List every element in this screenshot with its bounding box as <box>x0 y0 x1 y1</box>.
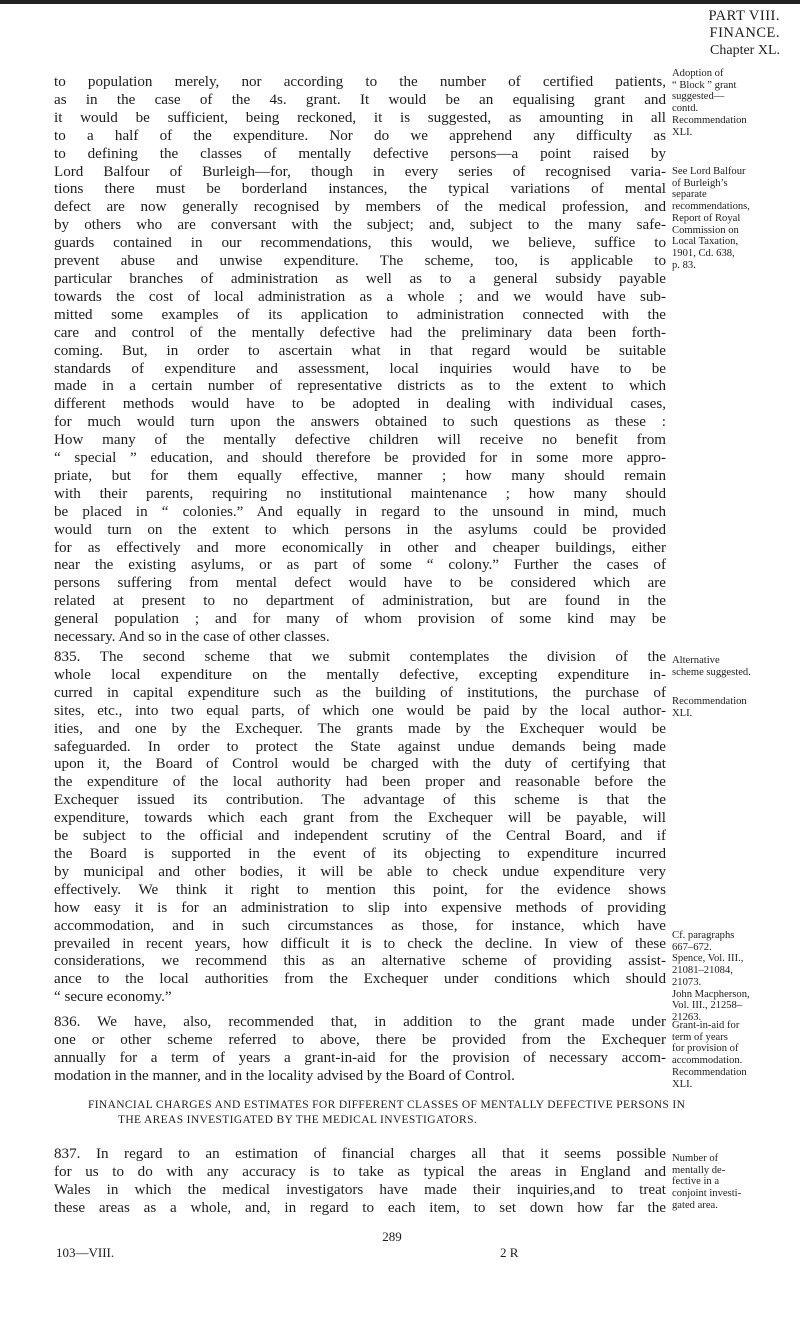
text-line: How many of the mentally defective children will receive no benefit from <box>54 432 666 449</box>
text-line: to a half of the expenditure. Nor do we apprehend any difficulty as <box>54 127 666 144</box>
margin-note-line: recommendations, <box>672 201 750 213</box>
margin-note-line: fective in a <box>672 1176 720 1188</box>
margin-note-grant-in-aid <box>672 1020 800 1090</box>
footer-signature-right: 2 R <box>500 1245 519 1260</box>
text-line: coming. But, in order to ascertain what in that regard would be suitable <box>54 342 666 359</box>
margin-note-line: John Macpherson, <box>672 988 750 1000</box>
margin-note-line: XLI. <box>672 126 693 138</box>
text-line: prevent abuse and unwise expenditure. The scheme, too, is applicable to <box>54 253 666 270</box>
section-caption: FINANCIAL CHARGES AND ESTIMATES FOR DIFFERENT CLASSES OF MENTALLY DEFECTIVE PERSONS IN THE AREAS INVESTIGATED BY THE MEDICAL INVESTIGATORS. <box>88 1099 686 1126</box>
text-line: for much would turn upon the answers obtained to such questions as these : <box>54 414 666 431</box>
text-line: sites, etc., into two equal parts, of which one would be paid by the local author- <box>54 702 666 719</box>
text-line: 837. In regard to an estimation of financial charges all that it seems possible <box>54 1146 666 1162</box>
margin-note-line: scheme suggested. <box>672 666 751 678</box>
margin-note-line: conjoint investi- <box>672 1188 742 1200</box>
chapter-heading: Chapter XL. <box>710 43 780 58</box>
margin-note-line: Vol. III., 21258– <box>672 1000 743 1012</box>
text-line: 835. The second scheme that we submit contemplates the division of the <box>54 649 666 665</box>
margin-note-alternative-scheme <box>672 655 800 678</box>
text-line: standards of expenditure and assessment, local inquiries would have to be <box>54 360 666 377</box>
margin-note-line: Recommendation <box>672 114 747 126</box>
text-line: annually for a term of years a grant-in-aid for the provision of necessary accom- <box>54 1049 666 1066</box>
margin-note-line: suggested— <box>672 91 725 103</box>
text-line: curred in capital expenditure such as the building of institutions, the purchase of <box>54 684 666 701</box>
margin-note-line: Alternative <box>672 655 720 666</box>
margin-note-line: mentally de- <box>672 1164 726 1176</box>
text-line: general population ; and for many of whom provision of some kind may be <box>54 611 666 628</box>
text-line: expenditure, towards which each grant from the Exchequer will be payable, will <box>54 810 666 827</box>
text-line: “ secure economy.” <box>54 989 172 1006</box>
text-line: with their parents, requiring no institutional maintenance ; how many should <box>54 485 666 502</box>
text-line: considerations, we recommend this as an alternative scheme of providing assist- <box>54 953 666 970</box>
text-line: different methods would have to be adopted in dealing with individual cases, <box>54 396 666 413</box>
paragraph-835 <box>54 649 666 1007</box>
margin-note-line: 21081–21084, <box>672 965 733 977</box>
text-line: Lord Balfour of Burleigh—for, though in every series of recognised varia- <box>54 163 666 180</box>
text-line: by municipal and other bodies, it will be able to check undue expenditure very <box>54 863 666 880</box>
margin-note-line: Adoption of <box>672 68 724 79</box>
text-line: ities, and one by the Exchequer. The grants made by the Exchequer would be <box>54 720 666 737</box>
footer-signature-left: 103—VIII. <box>56 1245 115 1260</box>
margin-note-line: Report of Royal <box>672 212 741 224</box>
margin-note-line: accommodation. <box>672 1055 743 1067</box>
text-line: be placed in “ colonies.” And equally in regard to the unsound in mind, much <box>54 503 666 520</box>
text-line: related at present to no department of administration, but are found in the <box>54 593 666 610</box>
margin-note-line: for provision of <box>672 1043 739 1055</box>
margin-note-line: p. 83. <box>672 259 696 271</box>
text-line: near the existing asylums, or as part of some “ colony.” Further the cases of <box>54 557 666 574</box>
text-line: modation in the manner, and in the locality advised by the Board of Control. <box>54 1067 515 1084</box>
margin-note-recommendation <box>672 696 800 719</box>
margin-note-line: term of years <box>672 1031 728 1043</box>
section-heading: FINANCE. <box>709 25 780 41</box>
margin-note-line: Number of <box>672 1153 719 1164</box>
page-top-rule <box>0 0 800 4</box>
text-line: to population merely, nor according to the number of certified patients, <box>54 74 666 90</box>
text-line: the expenditure of the local authority had been proper and reasonable before the <box>54 774 666 791</box>
margin-note-line: Local Taxation, <box>672 236 739 248</box>
text-line: as in the case of the 4s. grant. It would be an equalising grant and <box>54 91 666 108</box>
text-line: prevailed in recent years, how difficult it is to check the decline. In view of these <box>54 935 666 952</box>
text-line: “ special ” education, and should therefore be provided for in some more appro- <box>54 450 666 467</box>
text-line: particular branches of administration as well as to a general subsidy payable <box>54 270 666 287</box>
text-line: persons suffering from mental defect would have to be considered which are <box>54 575 666 592</box>
margin-note-line: Commission on <box>672 224 739 236</box>
text-line: made in a certain number of representative districts as to the extent to which <box>54 378 666 395</box>
text-line: one or other scheme referred to above, there be provided from the Exchequer <box>54 1031 666 1048</box>
margin-note-line: XLI. <box>672 707 693 719</box>
margin-note-line: separate <box>672 189 707 201</box>
paragraph-836 <box>54 1014 666 1086</box>
margin-note-line: Cf. paragraphs <box>672 930 735 941</box>
text-line: guards contained in our recommendations, this would, we believe, suffice to <box>54 235 666 252</box>
text-line: necessary. And so in the case of other classes. <box>54 629 330 646</box>
margin-note-block-grant <box>672 68 800 138</box>
text-line: Wales in which the medical investigators have made their inquiries,and to treat <box>54 1181 666 1198</box>
text-line: ance to the local authorities from the Exchequer under conditions which should <box>54 971 666 988</box>
text-line: upon it, the Board of Control would be charged with the duty of certifying that <box>54 756 666 773</box>
margin-note-line: Grant-in-aid for <box>672 1020 740 1031</box>
margin-note-line: Spence, Vol. III., <box>672 953 744 965</box>
margin-note-line: 21073. <box>672 976 702 988</box>
text-line: towards the cost of local administration as a whole ; and we would have sub- <box>54 288 666 305</box>
margin-note-line: See Lord Balfour <box>672 166 746 177</box>
text-line: these areas as a whole, and, in regard to each item, to set down how far the <box>54 1199 666 1216</box>
text-line: mitted some examples of its application to administration connected with the <box>54 306 666 323</box>
text-line: for us to do with any accuracy is to take as typical the areas in England and <box>54 1163 666 1180</box>
paragraph-837 <box>54 1146 666 1218</box>
text-line: care and control of the mentally defective had the preliminary data been forth- <box>54 324 666 341</box>
text-line: how easy it is for an administration to slip into expensive methods of providing <box>54 899 666 916</box>
text-line: to defining the classes of mentally defective persons—a point raised by <box>54 145 666 162</box>
margin-note-line: XLI. <box>672 1078 693 1090</box>
text-line: be subject to the official and independent scrutiny of the Central Board, and if <box>54 828 666 845</box>
text-line: defect are now generally recognised by members of the medical profession, and <box>54 199 666 216</box>
text-line: safeguarded. In order to protect the State against undue demands being made <box>54 738 666 755</box>
text-line: accommodation, and in such circumstances as those, for instance, which have <box>54 917 666 934</box>
margin-note-line: 667–672. <box>672 941 712 953</box>
margin-note-number-defective <box>672 1153 800 1212</box>
text-line: effectively. We think it right to mention this point, for the evidence shows <box>54 881 666 898</box>
paragraph-834-continued <box>54 74 666 647</box>
text-line: it would be sufficient, being reckoned, it is suggested, as amounting in all <box>54 109 666 126</box>
margin-note-evidence-references <box>672 930 800 1024</box>
margin-note-balfour-reference <box>672 166 800 271</box>
text-line: whole local expenditure on the mentally defective, excepting expenditure in- <box>54 666 666 683</box>
text-line: the Board is supported in the event of its objecting to expenditure incurred <box>54 845 666 862</box>
margin-note-line: of Burleigh’s <box>672 177 728 189</box>
margin-note-line: gated area. <box>672 1199 718 1211</box>
text-line: for as effectively and more economically in other and cheaper buildings, either <box>54 539 666 556</box>
part-heading: PART VIII. <box>708 8 780 24</box>
margin-note-line: Recommendation <box>672 696 747 707</box>
page-number: 289 <box>382 1229 402 1244</box>
margin-note-line: “ Block ” grant <box>672 79 737 91</box>
margin-note-line: contd. <box>672 103 699 115</box>
margin-note-line: Recommendation <box>672 1066 747 1078</box>
text-line: 836. We have, also, recommended that, in addition to the grant made under <box>54 1014 666 1030</box>
text-line: tions there must be borderland instances, the typical variations of mental <box>54 181 666 198</box>
margin-note-line: 1901, Cd. 638, <box>672 247 735 259</box>
text-line: would turn on the extent to which persons in the asylums could be provided <box>54 521 666 538</box>
text-line: Exchequer issued its contribution. The advantage of this scheme is that the <box>54 792 666 809</box>
margin-note-line: 21263. <box>672 1011 702 1023</box>
text-line: priate, but for them equally effective, manner ; how many should remain <box>54 467 666 484</box>
text-line: by others who are conversant with the subject; and, subject to the many safe- <box>54 217 666 234</box>
